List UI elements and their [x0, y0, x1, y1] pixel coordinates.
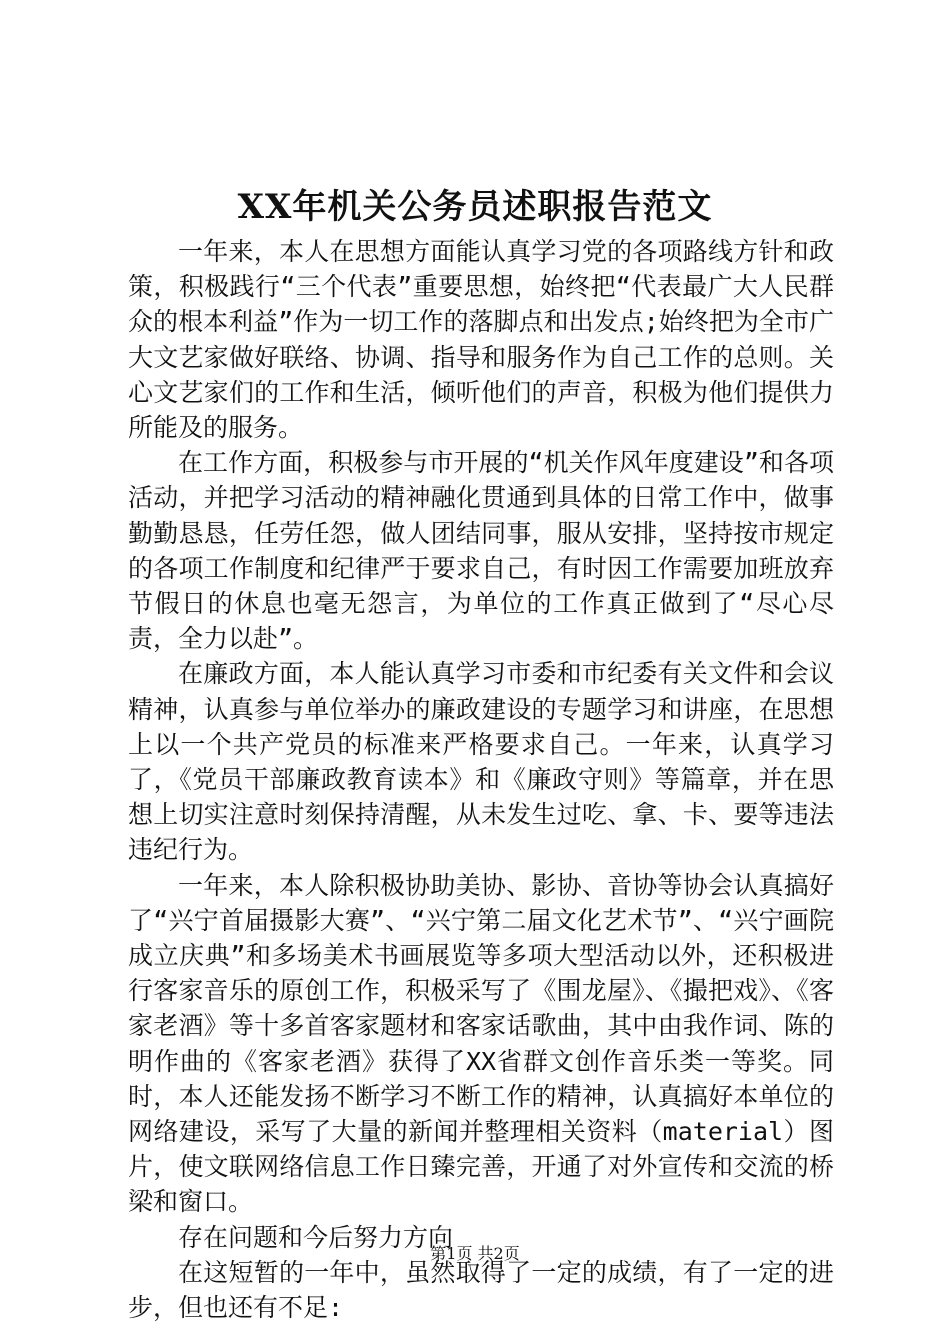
paragraph-work: 在工作方面，积极参与市开展的“机关作风年度建设”和各项活动，并把学习活动的精神融化贯通到具体的日常工作中，做事勤勤恳恳，任劳任怨，做人团结同事，服从安排，坚持按市规定的各项工作制度和纪律严于要求自己，有时因工作需要加班放弃节假日的休息也毫无怨言，为单位的工作真正做到了“尽心尽责，全力以赴”。: [128, 448, 834, 654]
document-title: XX年机关公务员述职报告范文: [237, 187, 713, 227]
paragraph-ideology: 一年来，本人在思想方面能认真学习党的各项路线方针和政策，积极践行“三个代表”重要思想，始终把“代表最广大人民群众的根本利益”作为一切工作的落脚点和出发点;始终把为全市广大文艺家做好联络、协调、指导和服务作为自己工作的总则。关心文艺家们的工作和生活，倾听他们的声音，积极为他们提供力所能及的服务。: [128, 237, 834, 443]
paragraph-integrity: 在廉政方面，本人能认真学习市委和市纪委有关文件和会议精神，认真参与单位举办的廉政建设的专题学习和讲座，在思想上以一个共产党员的标准来严格要求自己。一年来，认真学习了，《党员干部廉政教育读本》和《廉政守则》等篇章，并在思想上切实注意时刻保持清醒，从未发生过吃、拿、卡、要等违法违纪行为。: [128, 659, 834, 865]
document-body: [128, 234, 834, 1325]
page-number-footer: 第1页 共2页: [430, 1244, 520, 1263]
paragraph-shortcomings: 在这短暂的一年中，虽然取得了一定的成绩，有了一定的进步，但也还有不足:: [128, 1257, 834, 1323]
section-heading-problems: 存在问题和今后努力方向: [178, 1222, 454, 1252]
paragraph-achievements: 一年来，本人除积极协助美协、影协、音协等协会认真搞好了“兴宁首届摄影大赛”、“兴宁第二届文化艺术节”、“兴宁画院成立庆典”和多场美术书画展览等多项大型活动以外，还积极进行客家音乐的原创工作，积极采写了《围龙屋》、《撮把戏》、《客家老酒》等十多首客家题材和客家话歌曲，其中由我作词、陈的明作曲的《客家老酒》获得了XX省群文创作音乐类一等奖。同时，本人还能发扬不断学习不断工作的精神，认真搞好本单位的网络建设，采写了大量的新闻并整理相关资料（material）图片，使文联网络信息工作日臻完善，开通了对外宣传和交流的桥梁和窗口。: [128, 870, 834, 1217]
